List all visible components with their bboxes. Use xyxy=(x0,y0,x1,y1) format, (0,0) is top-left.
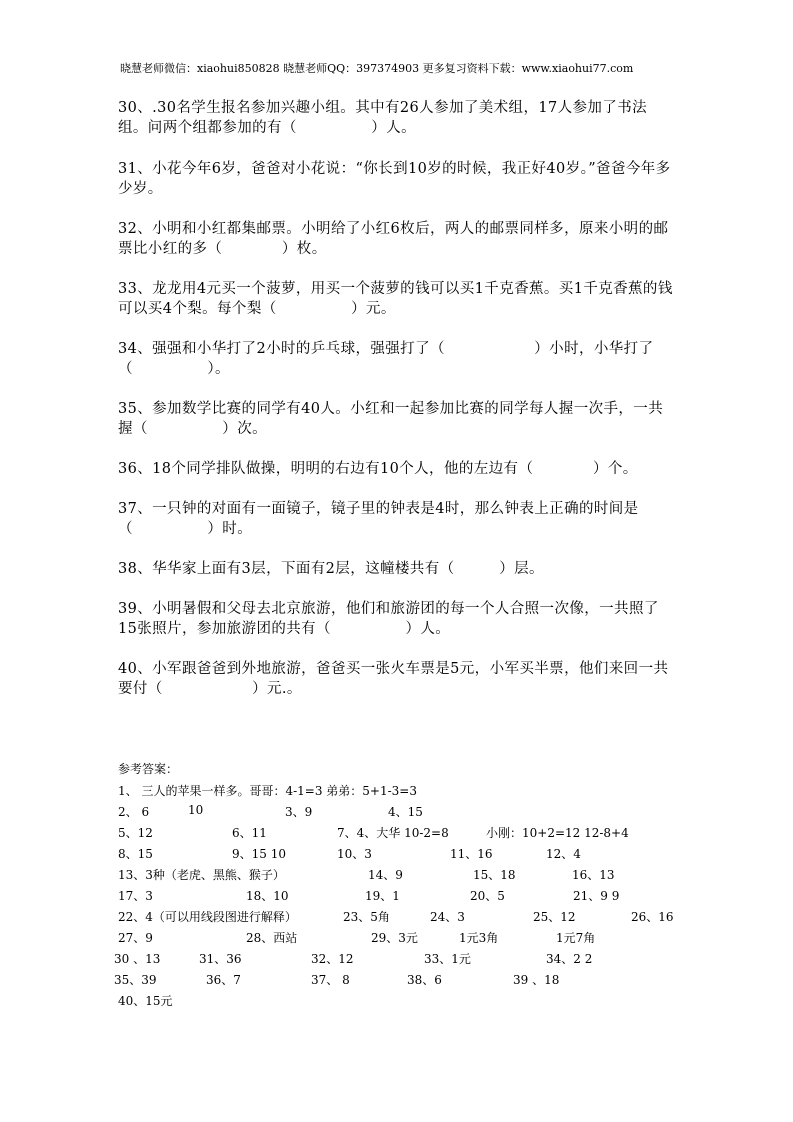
answers-title: 参考答案： xyxy=(118,762,179,776)
answer-item: 22、4（可以用线段图进行解释） xyxy=(118,910,297,924)
answer-item: 17、3 xyxy=(118,889,153,903)
answer-item: 8、15 xyxy=(118,847,153,861)
answer-item: 28、西站 xyxy=(246,931,298,945)
question-40: 40、小军跟爸爸到外地旅游，爸爸买一张火车票是5元，小军买半票，他们来回一共要付（ ）元.。 xyxy=(118,661,669,697)
question-38: 38、华华家上面有3层，下面有2层，这幢楼共有（ ）层。 xyxy=(118,561,544,577)
answer-item: 6、11 xyxy=(232,826,267,840)
answer-item: 39 、18 xyxy=(513,973,560,987)
answer-item: 11、16 xyxy=(450,847,493,861)
answer-item: 38、6 xyxy=(407,973,442,987)
question-34: 34、强强和小华打了2小时的乒乓球，强强打了（ ）小时，小华打了（ ）。 xyxy=(118,341,654,377)
question-31: 31、小花今年6岁，爸爸对小花说：“你长到10岁的时候，我正好40岁。”爸爸今年多少岁。 xyxy=(118,161,671,197)
answer-item: 37、 8 xyxy=(311,973,350,987)
answer-item: 10、3 xyxy=(337,847,372,861)
answer-item: 15、18 xyxy=(473,868,516,882)
question-33: 33、龙龙用4元买一个菠萝，用买一个菠萝的钱可以买1千克香蕉。买1千克香蕉的钱可以买4个梨。每个梨（ ）元。 xyxy=(118,281,673,317)
answer-item: 25、12 xyxy=(533,910,576,924)
answer-item: 9、15 10 xyxy=(232,847,286,861)
answer-item: 2、 6 xyxy=(118,805,150,819)
answer-item: 30 、13 xyxy=(114,952,161,966)
answer-item: 小刚：10+2=12 12-8+4 xyxy=(486,826,629,840)
answer-item: 32、12 xyxy=(311,952,354,966)
answer-item: 14、9 xyxy=(368,868,403,882)
answer-item: 35、39 xyxy=(114,973,157,987)
question-37: 37、一只钟的对面有一面镜子，镜子里的钟表是4时，那么钟表上正确的时间是（ ）时。 xyxy=(118,501,639,537)
question-39: 39、小明暑假和父母去北京旅游，他们和旅游团的每一个人合照一次像，一共照了15张照片，参加旅游团的共有（ ）人。 xyxy=(118,601,659,637)
answer-item: 26、16 xyxy=(631,910,674,924)
question-32: 32、小明和小红都集邮票。小明给了小红6枚后，两人的邮票同样多，原来小明的邮票比小红的多（ ）枚。 xyxy=(118,221,669,257)
answer-item: 36、7 xyxy=(206,973,241,987)
answer-item: 5、12 xyxy=(118,826,153,840)
question-35: 35、参加数学比赛的同学有40人。小红和一起参加比赛的同学每人握一次手，一共握（ ）次。 xyxy=(118,401,664,437)
answer-item: 7、4、大华 10-2=8 xyxy=(337,826,449,840)
page-header: 晓慧老师微信：xiaohui850828 晓慧老师QQ：397374903 更多复习资料下载：www.xiaohui77.com xyxy=(120,62,634,75)
answer-item: 27、9 xyxy=(118,931,153,945)
answer-item: 21、9 9 xyxy=(573,889,620,903)
answer-item: 16、13 xyxy=(572,868,615,882)
answer-item: 24、3 xyxy=(430,910,465,924)
question-36: 36、18个同学排队做操，明明的右边有10个人，他的左边有（ ）个。 xyxy=(118,461,638,477)
answer-item: 12、4 xyxy=(546,847,581,861)
answer-item: 23、5角 xyxy=(343,910,390,924)
answer-item: 13、3种（老虎、黑熊、猴子） xyxy=(118,868,285,882)
answer-item: 3、9 xyxy=(285,805,313,819)
answer-item: 19、1 xyxy=(365,889,400,903)
answer-item: 4、15 xyxy=(388,805,423,819)
answer-item: 34、2 2 xyxy=(546,952,593,966)
question-30: 30、.30名学生报名参加兴趣小组。其中有26人参加了美术组，17人参加了书法组。问两个组都参加的有（ ）人。 xyxy=(118,100,648,136)
answer-item: 29、3元 xyxy=(371,931,418,945)
answer-item: 1元7角 xyxy=(556,931,596,945)
answer-item: 18、10 xyxy=(246,889,289,903)
answer-item: 33、1元 xyxy=(424,952,471,966)
answer-item: 20、5 xyxy=(470,889,505,903)
answer-item: 1元3角 xyxy=(459,931,499,945)
answer-item: 31、36 xyxy=(199,952,242,966)
answer-item: 40、15元 xyxy=(118,994,173,1008)
answer-item: 1、 三人的苹果一样多。哥哥：4-1=3 弟弟：5+1-3=3 xyxy=(118,784,417,798)
answer-item: 10 xyxy=(188,803,204,817)
